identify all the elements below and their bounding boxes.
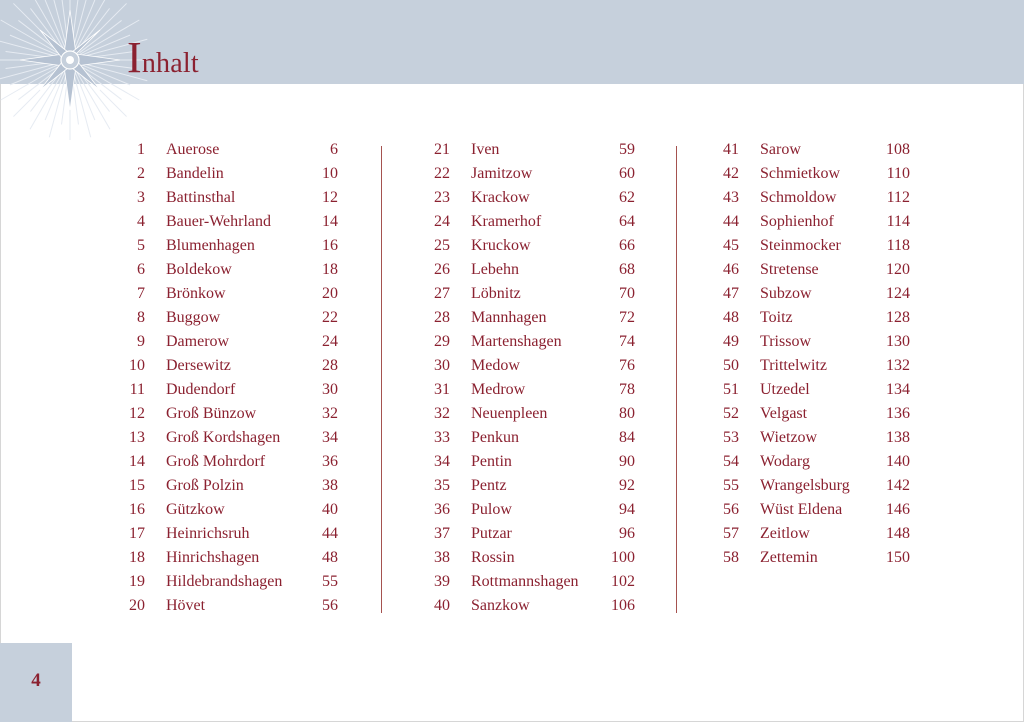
entry-name: Dersewitz — [166, 357, 231, 374]
entry-number: 15 — [129, 477, 145, 494]
entry-name: Löbnitz — [471, 285, 521, 302]
entry-page: 6 — [330, 141, 338, 158]
entry-number: 18 — [129, 549, 145, 566]
toc-entry — [110, 570, 345, 594]
entry-page: 140 — [886, 453, 910, 470]
entry-number: 36 — [434, 501, 450, 518]
entry-page: 92 — [619, 477, 635, 494]
entry-page: 124 — [886, 285, 910, 302]
entry-name: Sophienhof — [760, 213, 834, 230]
toc-entry — [110, 378, 345, 402]
entry-name: Dudendorf — [166, 381, 236, 398]
entry-name: Wodarg — [760, 453, 810, 470]
entry-number: 47 — [723, 285, 739, 302]
entry-number: 20 — [129, 597, 145, 614]
entry-number: 48 — [723, 309, 739, 326]
page-number: 4 — [31, 670, 41, 691]
entry-number: 56 — [723, 501, 739, 518]
entry-number: 27 — [434, 285, 450, 302]
entry-name: Battinsthal — [166, 189, 236, 206]
toc-entry — [110, 282, 345, 306]
entry-page: 108 — [886, 141, 910, 158]
entry-page: 106 — [611, 597, 635, 614]
entry-name: Schmoldow — [760, 189, 837, 206]
entry-name: Hövet — [166, 597, 206, 614]
toc-entry — [415, 498, 637, 522]
toc-entry — [415, 186, 637, 210]
entry-page: 48 — [322, 549, 338, 566]
entry-number: 46 — [723, 261, 739, 278]
entry-name: Stretense — [760, 261, 819, 278]
entry-name: Pentin — [471, 453, 512, 470]
entry-number: 10 — [129, 357, 145, 374]
entry-page: 76 — [619, 357, 635, 374]
toc-entry — [415, 210, 637, 234]
entry-number: 42 — [723, 165, 739, 182]
entry-number: 11 — [129, 381, 145, 398]
entry-number: 1 — [137, 141, 145, 158]
toc-entry — [110, 402, 345, 426]
entry-page: 55 — [322, 573, 338, 590]
entry-number: 44 — [723, 213, 739, 230]
entry-page: 14 — [322, 213, 338, 230]
toc-column-1 — [110, 138, 345, 618]
entry-name: Trittelwitz — [760, 357, 827, 374]
toc-entry — [415, 570, 637, 594]
entry-name: Rossin — [471, 549, 515, 566]
toc-entry — [110, 306, 345, 330]
toc-entry — [110, 138, 345, 162]
entry-name: Penkun — [471, 429, 519, 446]
toc-entry — [415, 426, 637, 450]
entry-page: 10 — [322, 165, 338, 182]
toc-entry — [415, 402, 637, 426]
entry-number: 13 — [129, 429, 145, 446]
entry-page: 56 — [322, 597, 338, 614]
entry-name: Martenshagen — [471, 333, 562, 350]
toc-entry — [110, 162, 345, 186]
entry-name: Trissow — [760, 333, 811, 350]
toc-entry — [110, 474, 345, 498]
entry-name: Lebehn — [471, 261, 519, 278]
toc-entry — [415, 138, 637, 162]
entry-number: 37 — [434, 525, 450, 542]
entry-number: 8 — [137, 309, 145, 326]
entry-page: 120 — [886, 261, 910, 278]
entry-number: 40 — [434, 597, 450, 614]
entry-page: 142 — [886, 477, 910, 494]
toc-entry — [110, 330, 345, 354]
entry-name: Mannhagen — [471, 309, 547, 326]
entry-name: Putzar — [471, 525, 512, 542]
entry-name: Auerose — [166, 141, 220, 158]
toc-entry — [415, 594, 637, 618]
entry-name: Wrangelsburg — [760, 477, 850, 494]
entry-number: 39 — [434, 573, 450, 590]
entry-page: 28 — [322, 357, 338, 374]
entry-number: 3 — [137, 189, 145, 206]
entry-number: 38 — [434, 549, 450, 566]
entry-page: 114 — [886, 213, 910, 230]
entry-name: Medow — [471, 357, 520, 374]
toc-entry — [415, 474, 637, 498]
entry-name: Toitz — [760, 309, 793, 326]
entry-page: 118 — [886, 237, 910, 254]
entry-page: 130 — [886, 333, 910, 350]
toc-entry — [415, 330, 637, 354]
toc-entry — [705, 138, 913, 162]
toc-entry — [110, 186, 345, 210]
entry-page: 150 — [886, 549, 910, 566]
entry-name: Zettemin — [760, 549, 818, 566]
entry-page: 30 — [322, 381, 338, 398]
entry-page: 16 — [322, 237, 338, 254]
toc-entry — [415, 282, 637, 306]
entry-name: Iven — [471, 141, 500, 158]
entry-name: Medrow — [471, 381, 526, 398]
entry-page: 102 — [611, 573, 635, 590]
toc-entry — [705, 546, 913, 570]
entry-page: 84 — [619, 429, 635, 446]
toc-entry — [705, 282, 913, 306]
entry-page: 80 — [619, 405, 635, 422]
entry-page: 148 — [886, 525, 910, 542]
entry-number: 4 — [137, 213, 145, 230]
entry-name: Krackow — [471, 189, 530, 206]
entry-page: 90 — [619, 453, 635, 470]
page-title — [127, 33, 199, 86]
entry-name: Neuenpleen — [471, 405, 548, 422]
entry-page: 12 — [322, 189, 338, 206]
entry-number: 30 — [434, 357, 450, 374]
toc-entry — [415, 450, 637, 474]
toc-entry — [110, 258, 345, 282]
toc-column-2 — [415, 138, 637, 618]
entry-name: Pulow — [471, 501, 512, 518]
entry-number: 34 — [434, 453, 450, 470]
entry-name: Pentz — [471, 477, 507, 494]
entry-number: 9 — [137, 333, 145, 350]
entry-name: Wietzow — [760, 429, 818, 446]
entry-name: Groß Polzin — [166, 477, 244, 494]
toc-entry — [110, 426, 345, 450]
entry-number: 17 — [129, 525, 145, 542]
entry-number: 24 — [434, 213, 450, 230]
entry-number: 32 — [434, 405, 450, 422]
entry-number: 26 — [434, 261, 450, 278]
toc-entry — [705, 426, 913, 450]
entry-page: 40 — [322, 501, 338, 518]
toc-entry — [415, 234, 637, 258]
entry-page: 128 — [886, 309, 910, 326]
entry-name: Blumenhagen — [166, 237, 255, 254]
entry-page: 96 — [619, 525, 635, 542]
title-rest: nhalt — [141, 48, 199, 79]
toc-entry — [110, 498, 345, 522]
entry-number: 29 — [434, 333, 450, 350]
entry-name: Gützkow — [166, 501, 225, 518]
entry-page: 44 — [322, 525, 338, 542]
entry-number: 45 — [723, 237, 739, 254]
toc-entry — [110, 450, 345, 474]
entry-page: 134 — [886, 381, 910, 398]
entry-page: 22 — [322, 309, 338, 326]
toc-entry — [705, 210, 913, 234]
toc-entry — [705, 522, 913, 546]
entry-name: Schmietkow — [760, 165, 840, 182]
entry-name: Damerow — [166, 333, 230, 350]
entry-number: 55 — [723, 477, 739, 494]
toc-entry — [705, 330, 913, 354]
entry-name: Groß Mohrdorf — [166, 453, 266, 470]
toc-entry — [110, 522, 345, 546]
toc-entry — [705, 402, 913, 426]
entry-number: 49 — [723, 333, 739, 350]
entry-page: 78 — [619, 381, 635, 398]
toc-entry — [110, 354, 345, 378]
entry-name: Wüst Eldena — [760, 501, 843, 518]
entry-number: 54 — [723, 453, 739, 470]
toc-entry — [415, 258, 637, 282]
entry-name: Kramerhof — [471, 213, 542, 230]
entry-name: Rottmannshagen — [471, 573, 579, 590]
entry-page: 100 — [611, 549, 635, 566]
entry-name: Velgast — [760, 405, 808, 422]
entry-number: 19 — [129, 573, 145, 590]
entry-name: Buggow — [166, 309, 221, 326]
toc-entry — [415, 306, 637, 330]
entry-name: Subzow — [760, 285, 812, 302]
entry-name: Bauer-Wehrland — [166, 213, 272, 230]
entry-number: 43 — [723, 189, 739, 206]
entry-number: 33 — [434, 429, 450, 446]
entry-number: 22 — [434, 165, 450, 182]
entry-name: Boldekow — [166, 261, 232, 278]
entry-name: Sarow — [760, 141, 801, 158]
column-divider-1 — [381, 146, 382, 613]
entry-number: 2 — [137, 165, 145, 182]
entry-name: Sanzkow — [471, 597, 530, 614]
entry-number: 53 — [723, 429, 739, 446]
toc-column-3 — [705, 138, 913, 570]
entry-page: 34 — [322, 429, 338, 446]
entry-page: 94 — [619, 501, 635, 518]
toc-entry — [705, 354, 913, 378]
entry-number: 52 — [723, 405, 739, 422]
toc-entry — [415, 522, 637, 546]
entry-page: 64 — [619, 213, 635, 230]
entry-number: 23 — [434, 189, 450, 206]
entry-page: 72 — [619, 309, 635, 326]
toc-entry — [705, 234, 913, 258]
entry-number: 58 — [723, 549, 739, 566]
entry-name: Utzedel — [760, 381, 810, 398]
toc-entry — [705, 474, 913, 498]
entry-page: 132 — [886, 357, 910, 374]
toc-entry — [110, 210, 345, 234]
entry-name: Steinmocker — [760, 237, 841, 254]
entry-name: Bandelin — [166, 165, 224, 182]
toc-entry — [110, 594, 345, 618]
entry-page: 32 — [322, 405, 338, 422]
entry-page: 18 — [322, 261, 338, 278]
entry-number: 28 — [434, 309, 450, 326]
entry-page: 110 — [886, 165, 910, 182]
entry-number: 16 — [129, 501, 145, 518]
toc-entry — [415, 378, 637, 402]
entry-page: 36 — [322, 453, 338, 470]
entry-name: Groß Kordshagen — [166, 429, 281, 446]
entry-name: Hinrichshagen — [166, 549, 260, 566]
toc-entry — [705, 186, 913, 210]
entry-name: Hildebrandshagen — [166, 573, 283, 590]
entry-name: Heinrichsruh — [166, 525, 250, 542]
entry-page: 66 — [619, 237, 635, 254]
entry-name: Groß Bünzow — [166, 405, 257, 422]
entry-number: 14 — [129, 453, 145, 470]
toc-entry — [110, 546, 345, 570]
entry-number: 25 — [434, 237, 450, 254]
entry-number: 21 — [434, 141, 450, 158]
entry-name: Jamitzow — [471, 165, 533, 182]
toc-entry — [415, 546, 637, 570]
entry-page: 68 — [619, 261, 635, 278]
toc-entry — [415, 162, 637, 186]
toc-entry — [110, 234, 345, 258]
entry-page: 136 — [886, 405, 910, 422]
entry-page: 38 — [322, 477, 338, 494]
entry-page: 60 — [619, 165, 635, 182]
entry-number: 6 — [137, 261, 145, 278]
toc-entry — [705, 378, 913, 402]
toc-entry — [415, 354, 637, 378]
entry-number: 35 — [434, 477, 450, 494]
entry-page: 59 — [619, 141, 635, 158]
entry-page: 70 — [619, 285, 635, 302]
toc-entry — [705, 162, 913, 186]
entry-name: Zeitlow — [760, 525, 810, 542]
column-divider-2 — [676, 146, 677, 613]
entry-page: 24 — [322, 333, 338, 350]
entry-page: 74 — [619, 333, 635, 350]
title-initial: I — [127, 33, 142, 82]
toc-entry — [705, 258, 913, 282]
entry-page: 20 — [322, 285, 338, 302]
entry-page: 146 — [886, 501, 910, 518]
entry-page: 138 — [886, 429, 910, 446]
entry-number: 31 — [434, 381, 450, 398]
entry-number: 50 — [723, 357, 739, 374]
entry-name: Brönkow — [166, 285, 226, 302]
entry-number: 12 — [129, 405, 145, 422]
entry-page: 62 — [619, 189, 635, 206]
entry-number: 5 — [137, 237, 145, 254]
toc-entry — [705, 498, 913, 522]
toc-entry — [705, 306, 913, 330]
entry-name: Kruckow — [471, 237, 531, 254]
entry-number: 7 — [137, 285, 145, 302]
entry-number: 41 — [723, 141, 739, 158]
entry-number: 51 — [723, 381, 739, 398]
entry-page: 112 — [886, 189, 910, 206]
toc-entry — [705, 450, 913, 474]
entry-number: 57 — [723, 525, 739, 542]
